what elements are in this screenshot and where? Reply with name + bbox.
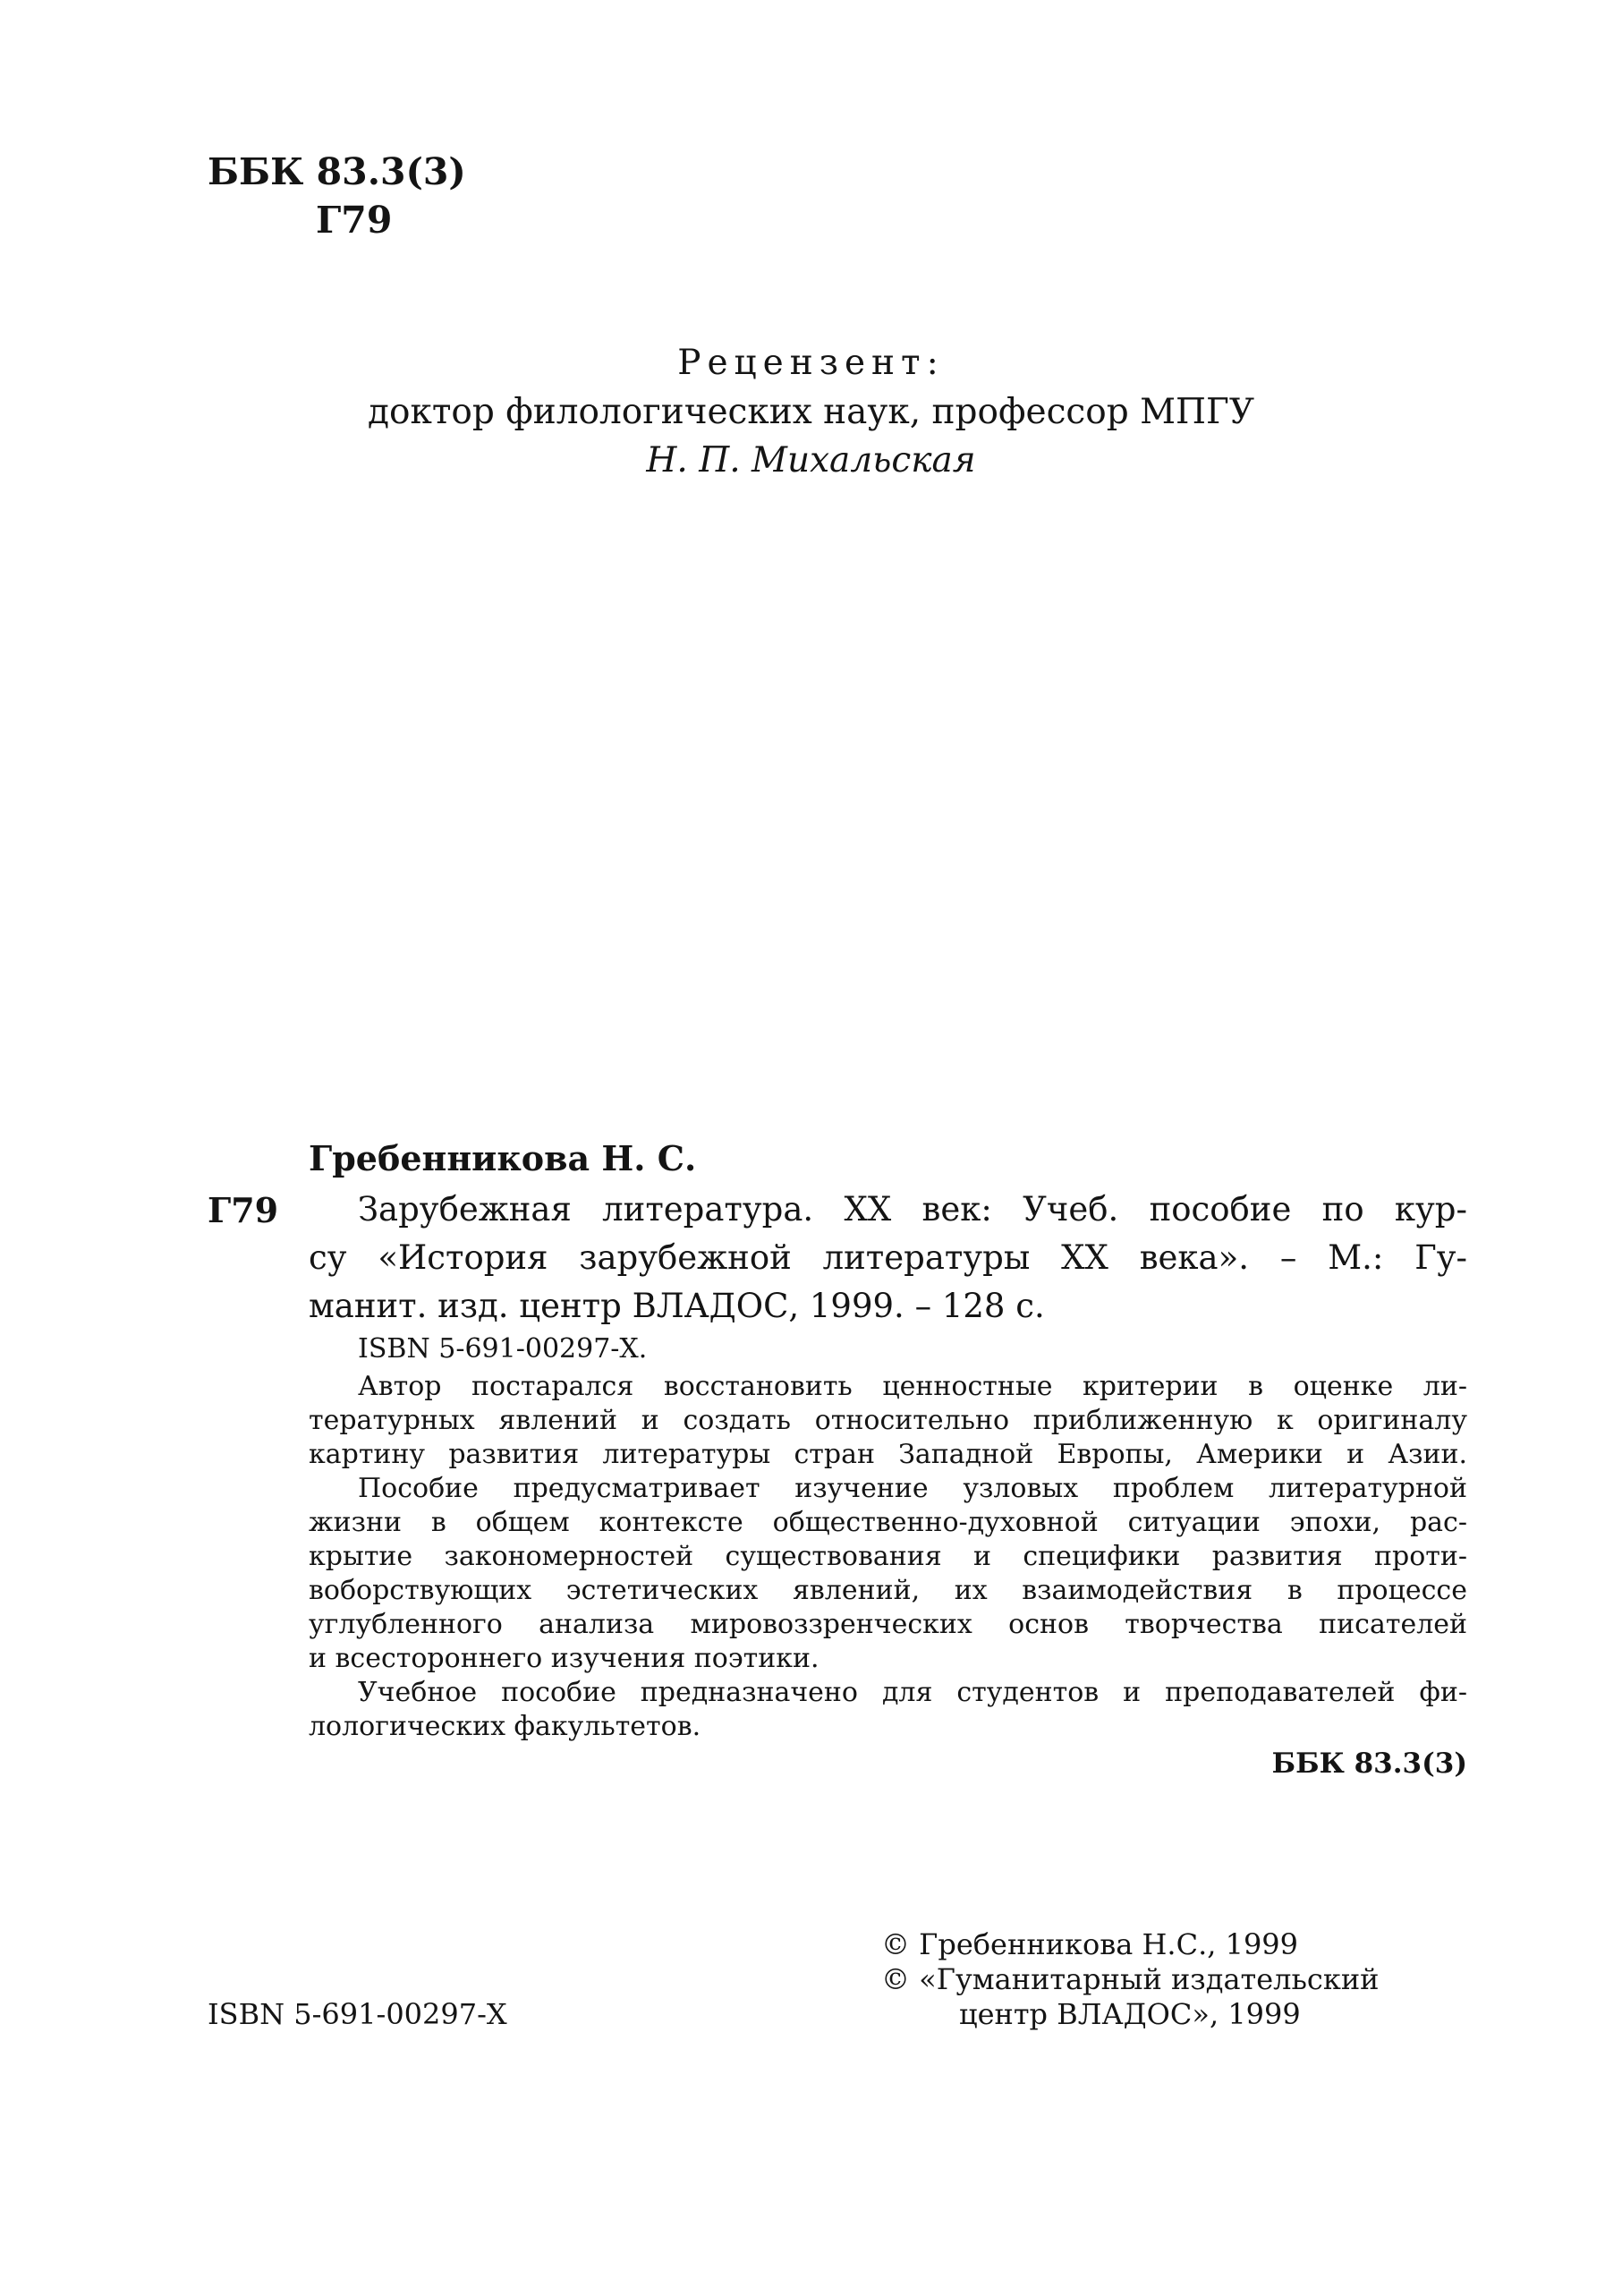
biblio-line: су «История зарубежной литературы XX века». – М.: Гу- <box>309 1238 1467 1277</box>
copyright-line: центр ВЛАДОС», 1999 <box>959 1997 1301 2031</box>
reviewer-name: Н. П. Михальская <box>646 440 976 480</box>
annotation-line: Пособие предусматривает изучение узловых проблем литературной <box>358 1473 1467 1504</box>
annotation-line: Учебное пособие предназначено для студентов и преподавателей фи- <box>358 1677 1467 1708</box>
annotation-line: крытие закономерностей существования и специфики развития проти- <box>309 1541 1467 1572</box>
card-author: Гребенникова Н. С. <box>309 1138 697 1178</box>
annotation-line: картину развития литературы стран Западной Европы, Америки и Азии. <box>309 1439 1467 1470</box>
annotation-line: и всестороннего изучения поэтики. <box>309 1643 819 1674</box>
card-bbk: ББК 83.3(3) <box>1271 1748 1467 1780</box>
isbn-bottom: ISBN 5-691-00297-Х <box>208 1997 507 2031</box>
bbk-code: ББК 83.3(3) <box>208 150 466 193</box>
annotation-line: лологических факультетов. <box>309 1711 701 1742</box>
card-isbn: ISBN 5-691-00297-Х. <box>358 1333 648 1365</box>
author-index: Г79 <box>316 199 393 242</box>
annotation-line: жизни в общем контексте общественно-духовной ситуации эпохи, рас- <box>309 1507 1467 1538</box>
annotation-line: углубленного анализа мировоззренческих основ творчества писателей <box>309 1609 1467 1640</box>
reviewer-position: доктор филологических наук, профессор МПГУ <box>367 392 1255 432</box>
annotation-line: Автор постарался восстановить ценностные критерии в оценке ли- <box>358 1371 1467 1402</box>
copyright-line: © «Гуманитарный издательский <box>881 1962 1380 1996</box>
annotation-line: тературных явлений и создать относительно приближенную к оригиналу <box>309 1405 1467 1436</box>
biblio-line: манит. изд. центр ВЛАДОС, 1999. – 128 с. <box>309 1287 1045 1325</box>
reviewer-heading: Рецензент: <box>677 343 945 383</box>
biblio-line: Зарубежная литература. XX век: Учеб. пособие по кур- <box>358 1190 1467 1229</box>
card-index: Г79 <box>208 1190 279 1230</box>
annotation-line: воборствующих эстетических явлений, их взаимодействия в процессе <box>309 1575 1467 1606</box>
copyright-line: © Гребенникова Н.С., 1999 <box>881 1927 1299 1961</box>
